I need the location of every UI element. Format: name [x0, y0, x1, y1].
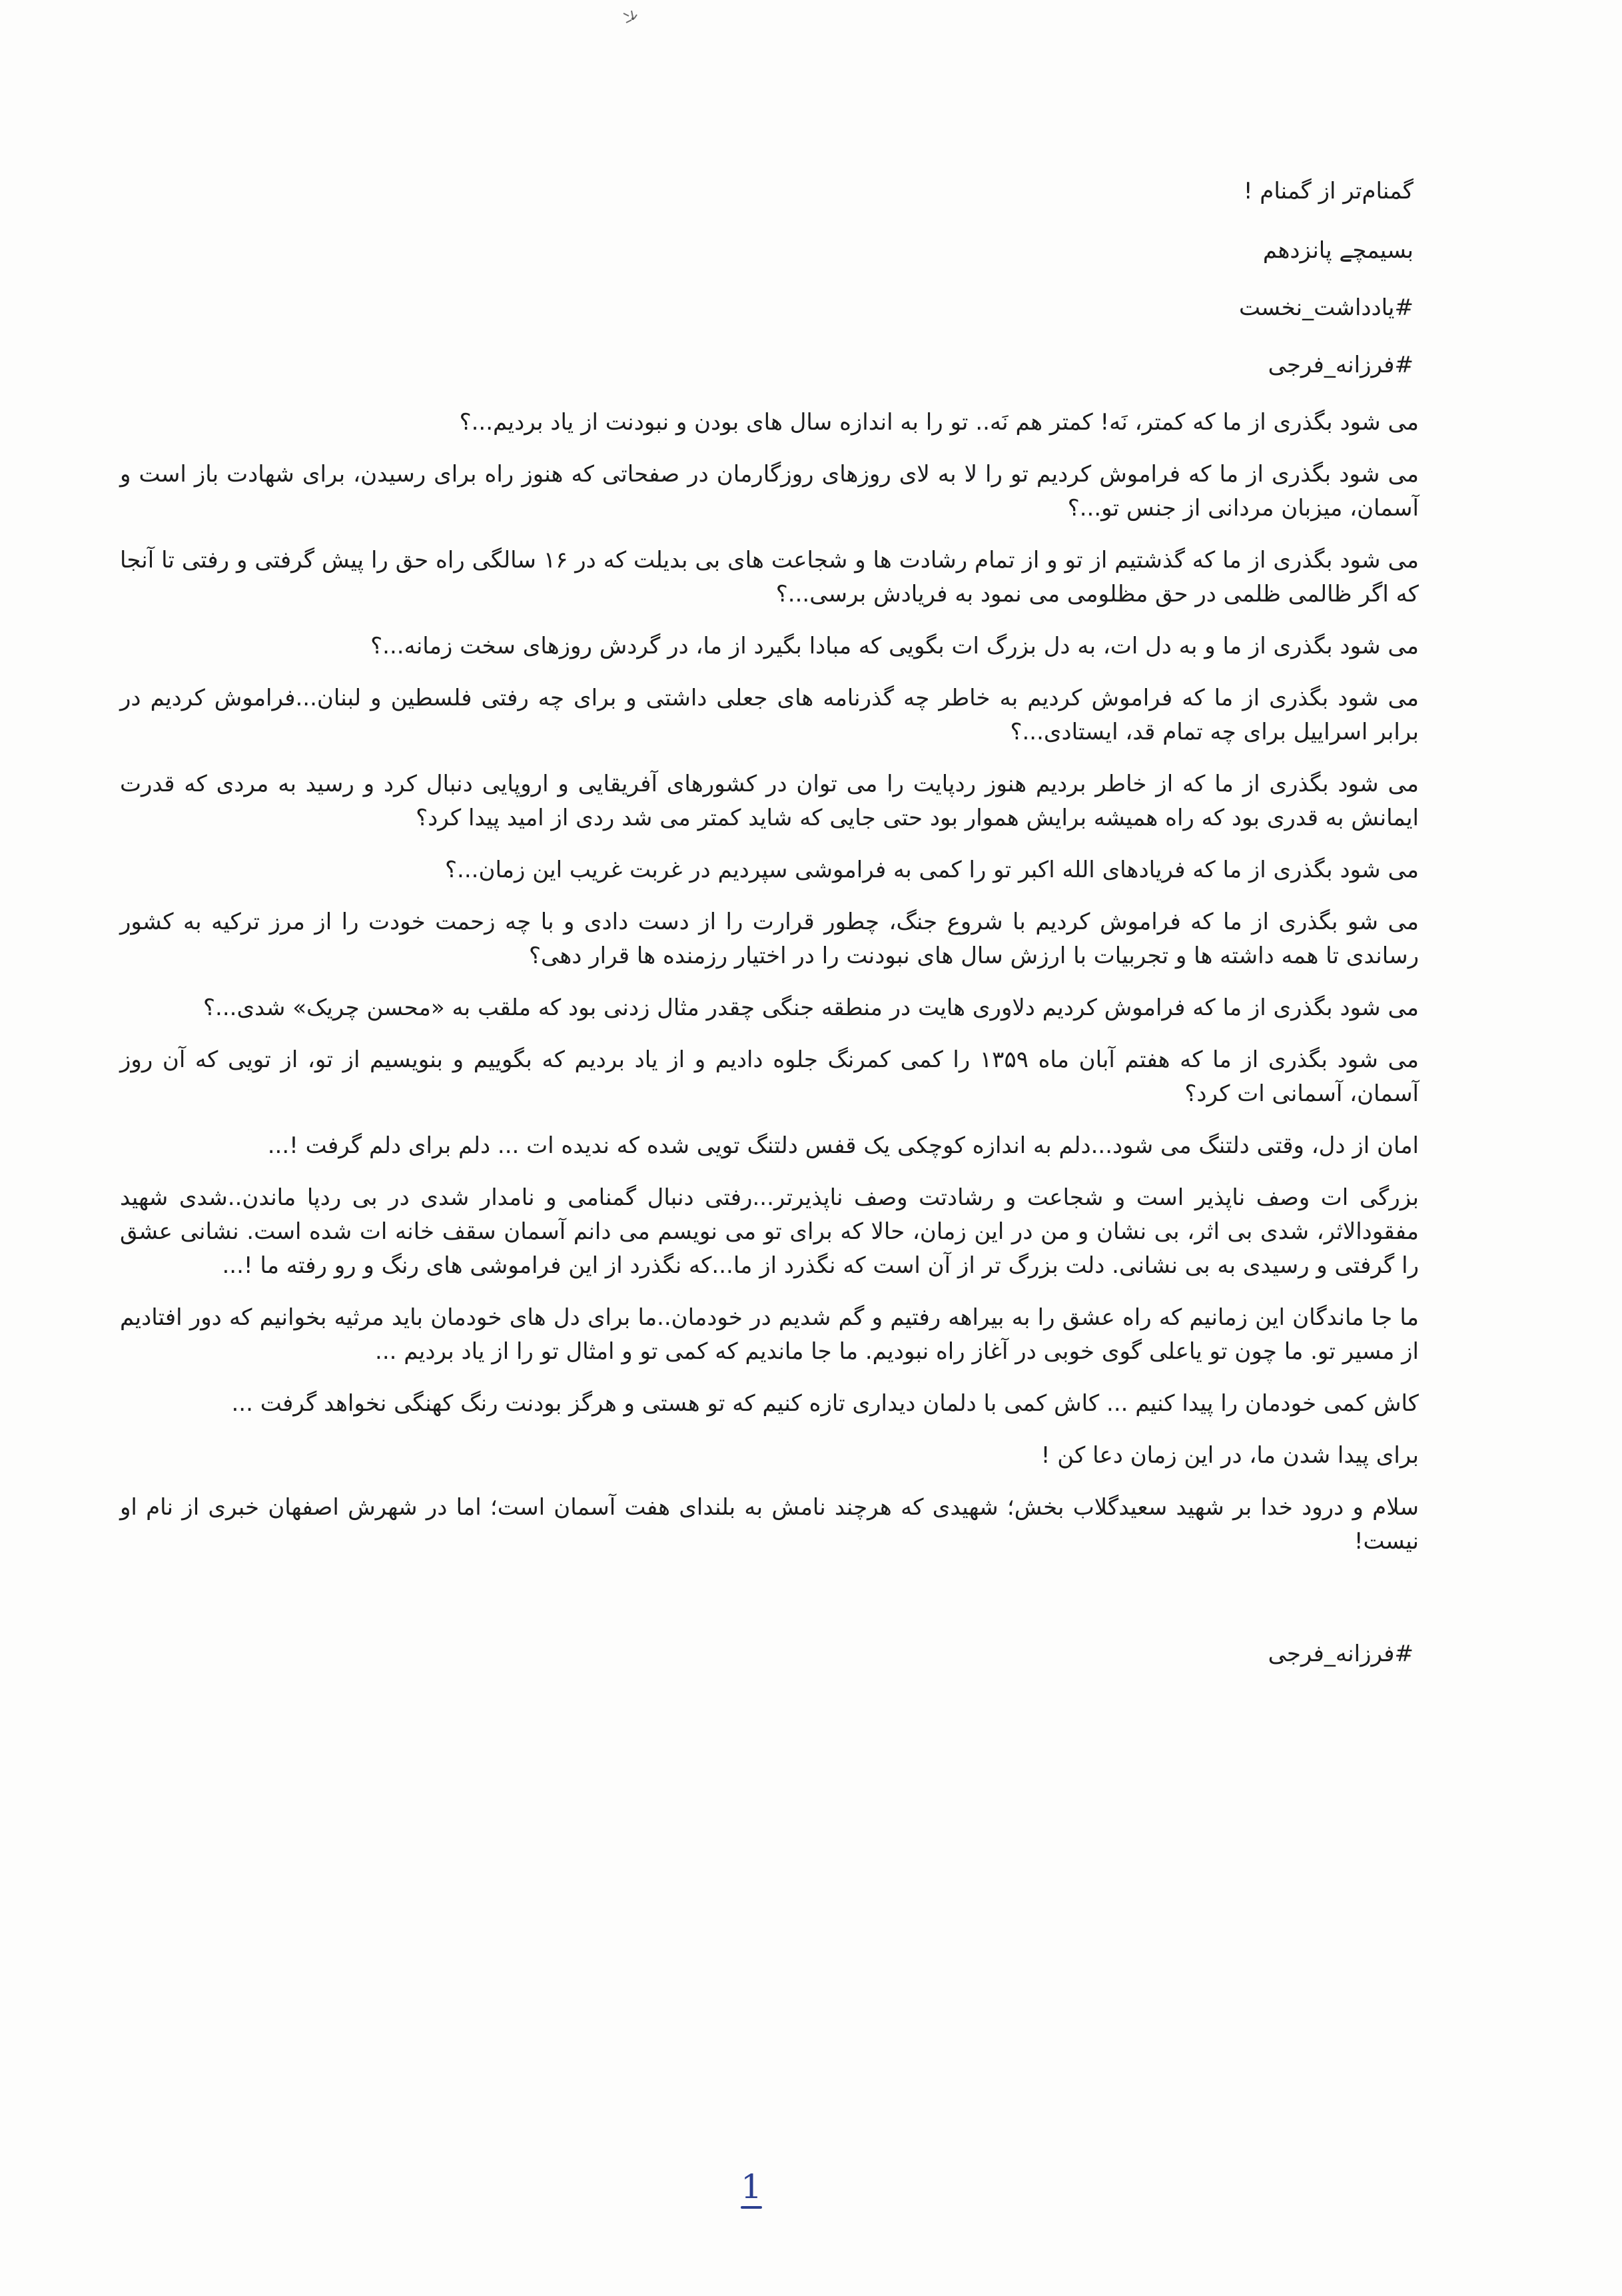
paragraph: می شو بگذری از ما که فراموش کردیم با شروع جنگ، چطور قرارت را از دست دادی و با چه زحمت خودت را از مرز ترکیه به کشور رساندی تا همه داشته ها و تجربیات با ارزش سال های نبودنت را در اختیار رزمنده ها قرار دهی؟ — [120, 909, 1419, 969]
paragraph: امان از دل، وقتی دلتنگ می شود...دلم به اندازه کوچکی یک قفس دلتنگ تویی شده که ندیده ات ... دلم برای دلم گرفت !... — [267, 1132, 1419, 1159]
paragraph: می شود بگذری از ما که فراموش کردیم به خاطر چه گذرنامه های جعلی داشتی و برای چه رفتی فلسطین و لبنان...فراموش کردیم در برابر اسراییل برای چه تمام قد، ایستادی...؟ — [120, 685, 1419, 745]
paragraph: کاش کمی خودمان را پیدا کنیم ... کاش کمی با دلمان دیداری تازه کنیم که تو هستی و هرگز بودنت رنگ کهنگی نخواهد گرفت ... — [231, 1390, 1419, 1417]
page-number: 1 — [738, 2170, 765, 2203]
author-hashtag: #فرزانه_فرجی — [1268, 352, 1414, 378]
paragraph: می شود بگذری از ما که فراموش کردیم تو را لا به لای روزهای روزگارمان در صفحاتی که هنوز راه برای رسیدن، برای شهادت باز است و آسمان، میزبان مردانی از جنس تو...؟ — [120, 461, 1419, 522]
paragraph: می شود بگذری از ما که کمتر، نَه! کمتر هم نَه.. تو را به اندازه سال های بودن و نبودنت از یاد بردیم...؟ — [459, 409, 1419, 436]
paragraph: برای پیدا شدن ما، در این زمان دعا کن ! — [1040, 1442, 1419, 1469]
paragraph: بزرگی ات وصف ناپذیر است و شجاعت و رشادتت وصف ناپذیرتر...رفتی دنبال گمنامی و نامدار شدی در بی ردپا ماندن..شدی شهید مفقودالاثر، شدی بی اثر، بی نشان و من در این زمان، حالا که برای تو می نویسم می دانم آسمان سقف خانه ات شده است. نشانی عشق را گرفتی و رسیدی به بی نشانی. دلت بزرگ تر از آن است که نگذرد از ما...که نگذرد از این فراموشی های رنگ و رو رفته ما !... — [120, 1184, 1419, 1279]
paragraph: می شود بگذری از ما که هفتم آبان ماه ۱۳۵۹ را کمی کمرنگ جلوه دادیم و از یاد بردیم که بگوییم و بنویسیم از تو، از تویی که آن روز آسمان، آسمانی ات کرد؟ — [120, 1046, 1419, 1107]
signature: #فرزانه_فرجی — [1268, 1641, 1414, 1667]
scan-speck-icon — [619, 7, 646, 33]
paragraph: می شود بگذری از ما که از خاطر بردیم هنوز ردپایت را می توان در کشورهای آفریقایی و اروپایی دنبال کرد و رسید به مردی که قدرت ایمانش به قدری بود که راه همیشه برایش هموار بود حتی جایی که شاید کمتر می شد ردی از امید پیدا کرد؟ — [120, 771, 1419, 831]
paragraph: می شود بگذری از ما که فریادهای الله اکبر تو را کمی به فراموشی سپردیم در غربت غریب این زمان...؟ — [445, 857, 1419, 883]
paragraph: می شود بگذری از ما و به دل ات، به دل بزرگ ات بگویی که مبادا بگیرد از ما، در گردش روزهای سخت زمانه...؟ — [370, 633, 1419, 659]
document-subtitle: بسیمچے پانزدهم — [1262, 237, 1414, 264]
document-body — [120, 175, 1419, 1671]
paragraph: سلام و درود خدا بر شهید سعیدگلاب بخش؛ شهیدی که هرچند نامش به بلندای هفت آسمان است؛ اما در شهرش اصفهان خبری از نام او نیست! — [120, 1494, 1419, 1555]
paragraph: ما جا ماندگان این زمانیم که راه عشق را به بیراهه رفتیم و گم شدیم در خودمان..ما برای دل های خودمان باید مرثیه بخوانیم که دور افتادیم از مسیر تو. ما چون تو یاعلی گوی خوبی در آغاز راه نبودیم. ما جا ماندیم که کمی تو و امثال تو را از یاد بردیم ... — [120, 1304, 1419, 1365]
paragraph: می شود بگذری از ما که فراموش کردیم دلاوری هایت در منطقه جنگی چقدر مثال زدنی بود که ملقب به «محسن چریک» شدی...؟ — [203, 994, 1419, 1021]
paragraph: می شود بگذری از ما که گذشتیم از تو و از تمام رشادت ها و شجاعت های بی بدیلت که در ۱۶ سالگی راه حق را پیش گرفتی و رفتی تا آنجا که اگر ظالمی ظلمی در حق مظلومی می نمود به فریادش برسی...؟ — [120, 547, 1419, 607]
hashtag-note: #یادداشت_نخست — [1238, 294, 1414, 321]
document-title: گمنام‌تر از گمنام ! — [1243, 178, 1414, 204]
